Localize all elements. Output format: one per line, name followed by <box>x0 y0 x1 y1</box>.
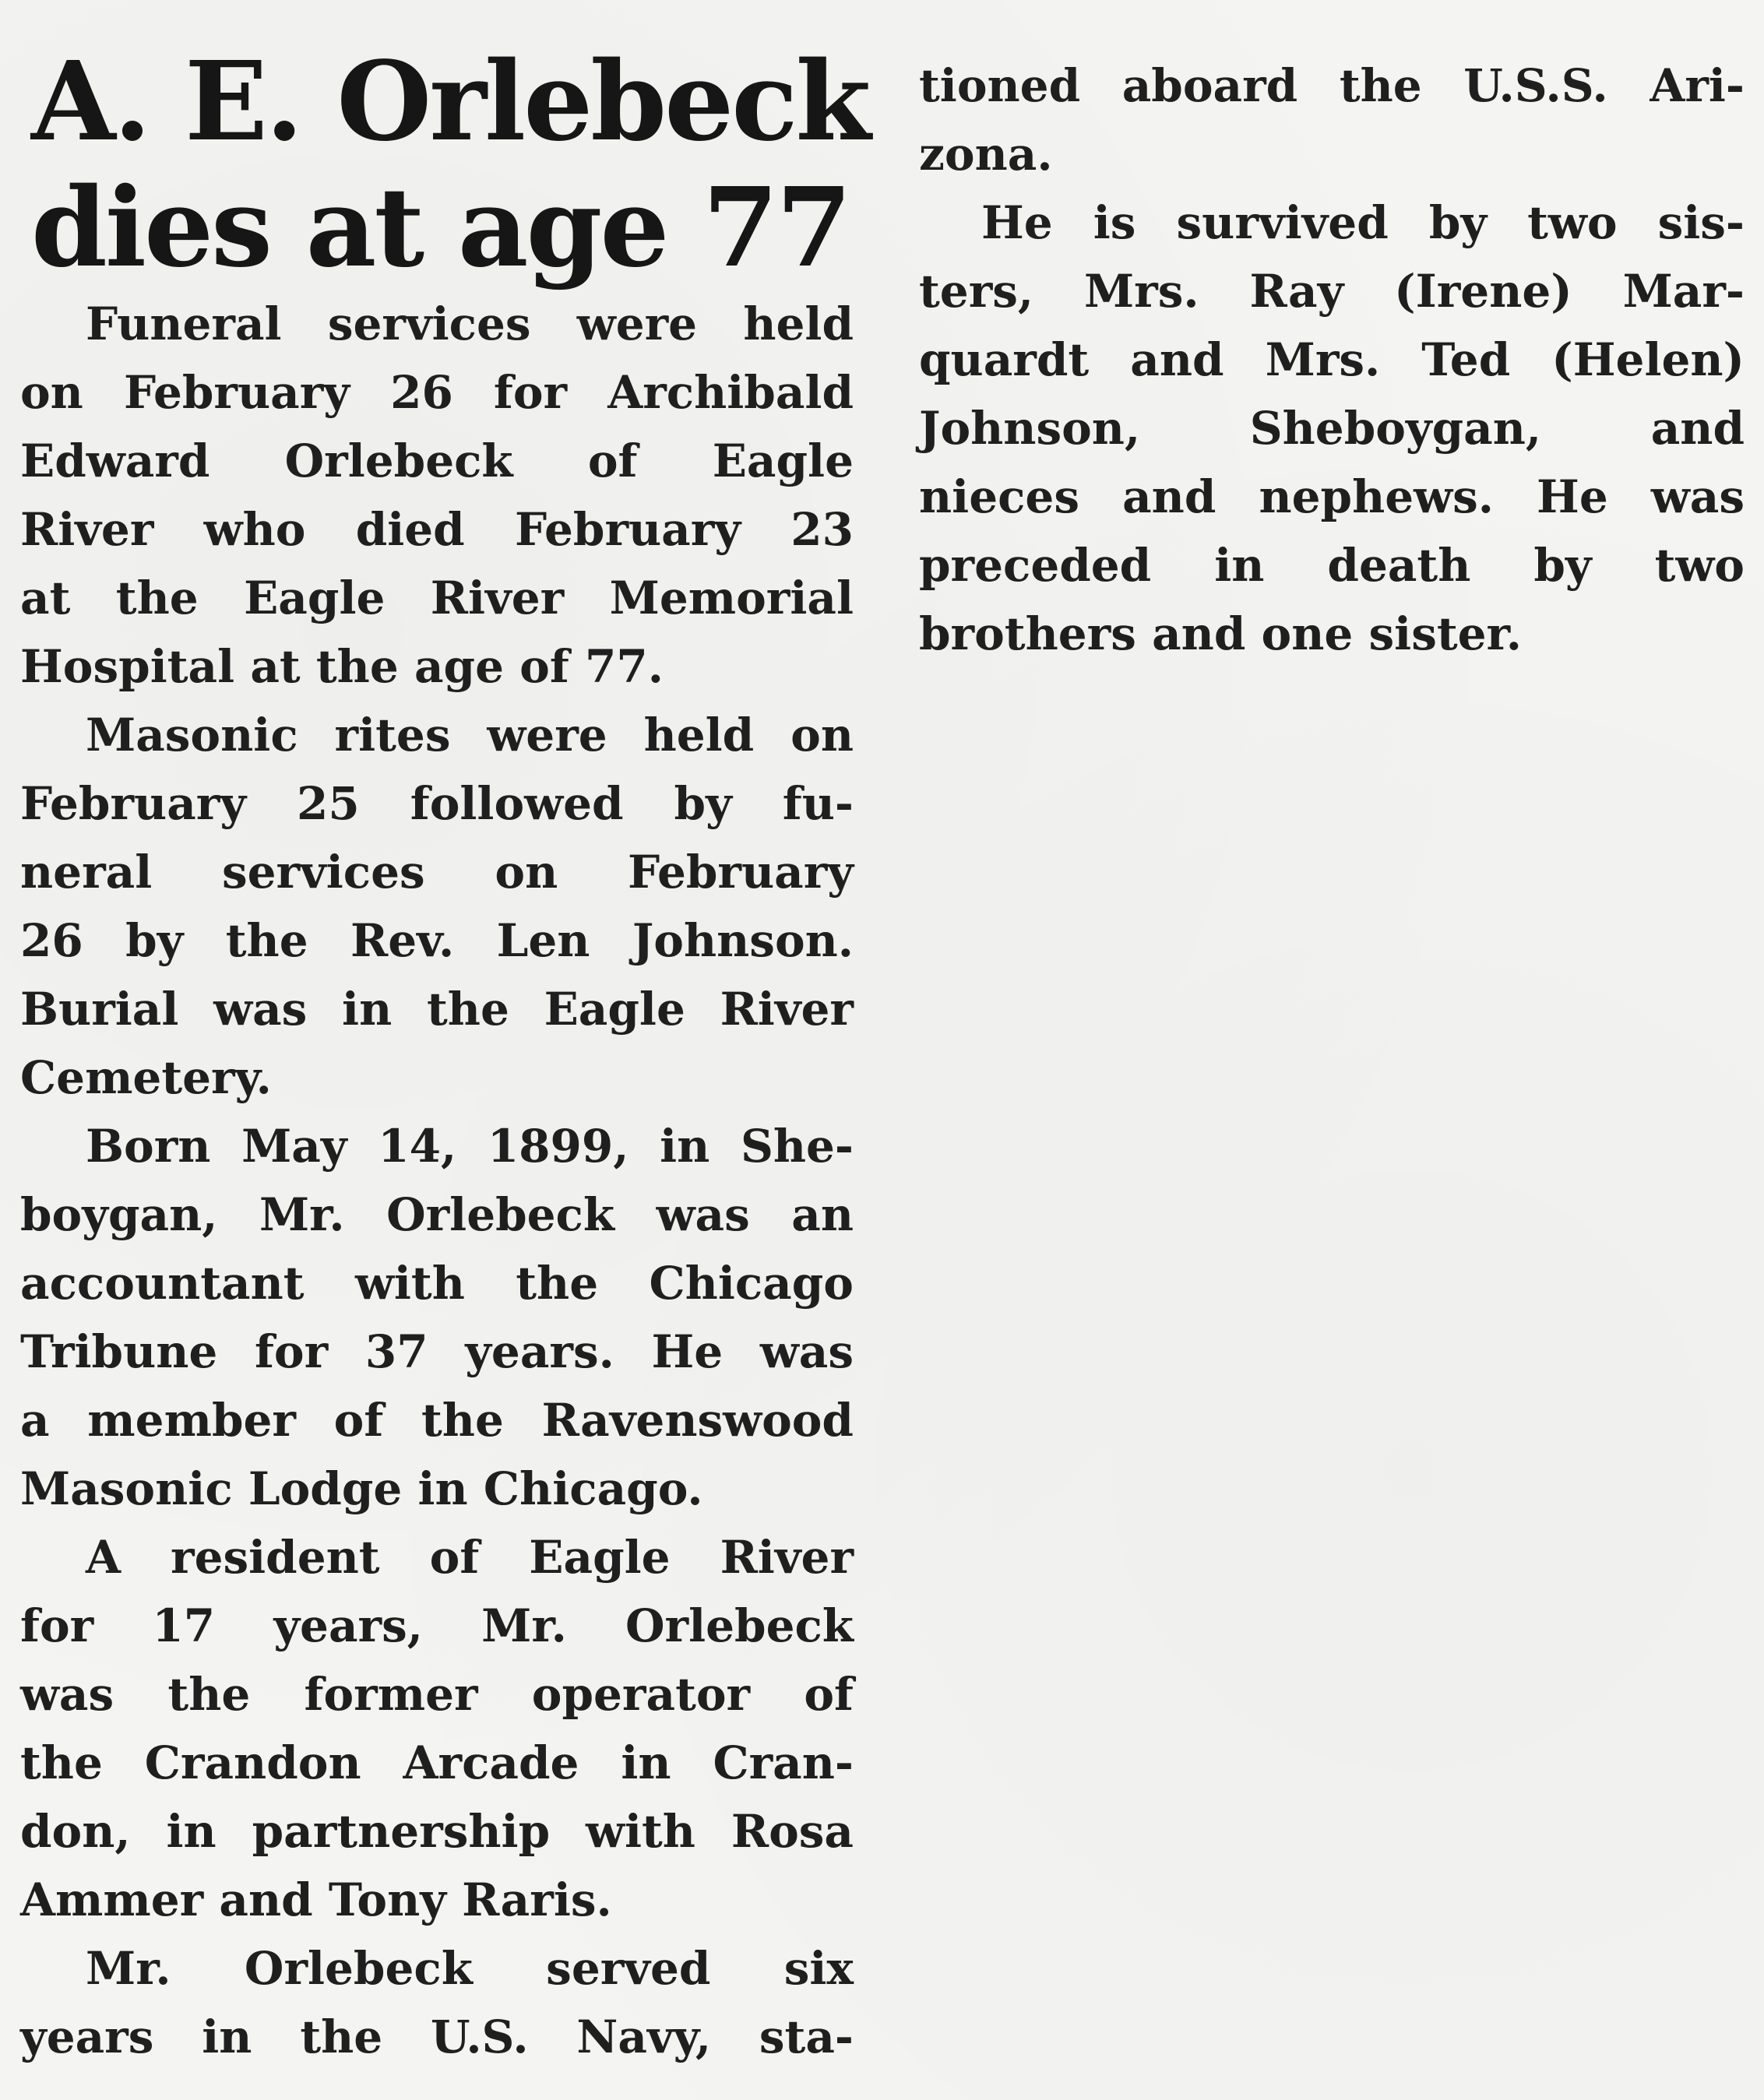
article-text-line: Born May 14, 1899, in She- <box>86 1120 854 1173</box>
article-text-line: Hospital at the age of 77. <box>20 640 664 693</box>
article-text-line: quardt and Mrs. Ted (Helen) <box>919 333 1745 386</box>
article-text-line: River who died February 23 <box>20 503 854 556</box>
article-text-line: Masonic Lodge in Chicago. <box>20 1462 703 1515</box>
article-text-line: nieces and nephews. He was <box>919 470 1745 523</box>
article-text-line: Edward Orlebeck of Eagle <box>20 434 854 487</box>
article-text-line: Funeral services were held <box>86 297 854 350</box>
article-text-line: for 17 years, Mr. Orlebeck <box>20 1599 854 1652</box>
article-text-line: on February 26 for Archibald <box>20 366 854 419</box>
headline-line-1: A. E. Orlebeck <box>31 38 869 166</box>
article-text-line: accountant with the Chicago <box>20 1257 854 1310</box>
left-column <box>20 290 854 2071</box>
article-text-line: Tribune for 37 years. He was <box>20 1325 854 1378</box>
article-text-line: Cemetery. <box>20 1051 272 1104</box>
headline-line-2: dies at age 77 <box>31 164 850 292</box>
right-column <box>919 51 1745 668</box>
article-text-line: Mr. Orlebeck served six <box>86 1942 854 1995</box>
article-text-line: Johnson, Sheboygan, and <box>919 402 1745 455</box>
article-text-line: boygan, Mr. Orlebeck was an <box>20 1188 854 1241</box>
headline <box>31 38 869 292</box>
article-text-line: ters, Mrs. Ray (Irene) Mar- <box>919 265 1745 318</box>
article-text-line: neral services on February <box>20 846 854 899</box>
article-text-line: at the Eagle River Memorial <box>20 572 854 624</box>
article-text-line: A resident of Eagle River <box>86 1531 854 1584</box>
article-text-line: Masonic rites were held on <box>86 709 854 762</box>
article-text-line: Burial was in the Eagle River <box>20 983 854 1036</box>
article-text-line: tioned aboard the U.S.S. Ari- <box>919 59 1745 112</box>
article-text-line: preceded in death by two <box>919 539 1745 592</box>
article-text-line: brothers and one sister. <box>919 607 1522 660</box>
article-text-line: Ammer and Tony Raris. <box>20 1873 612 1926</box>
article-text-line: was the former operator of <box>20 1668 854 1721</box>
article-text-line: He is survived by two sis- <box>981 196 1745 249</box>
article-text-line: years in the U.S. Navy, sta- <box>20 2010 854 2063</box>
article-text-line: a member of the Ravenswood <box>20 1394 854 1447</box>
article-text-line: February 25 followed by fu- <box>20 777 854 830</box>
article-text-line: zona. <box>919 128 1053 181</box>
article-text-line: the Crandon Arcade in Cran- <box>20 1736 854 1789</box>
article-text-line: don, in partnership with Rosa <box>20 1805 854 1858</box>
article-text-line: 26 by the Rev. Len Johnson. <box>20 914 854 967</box>
